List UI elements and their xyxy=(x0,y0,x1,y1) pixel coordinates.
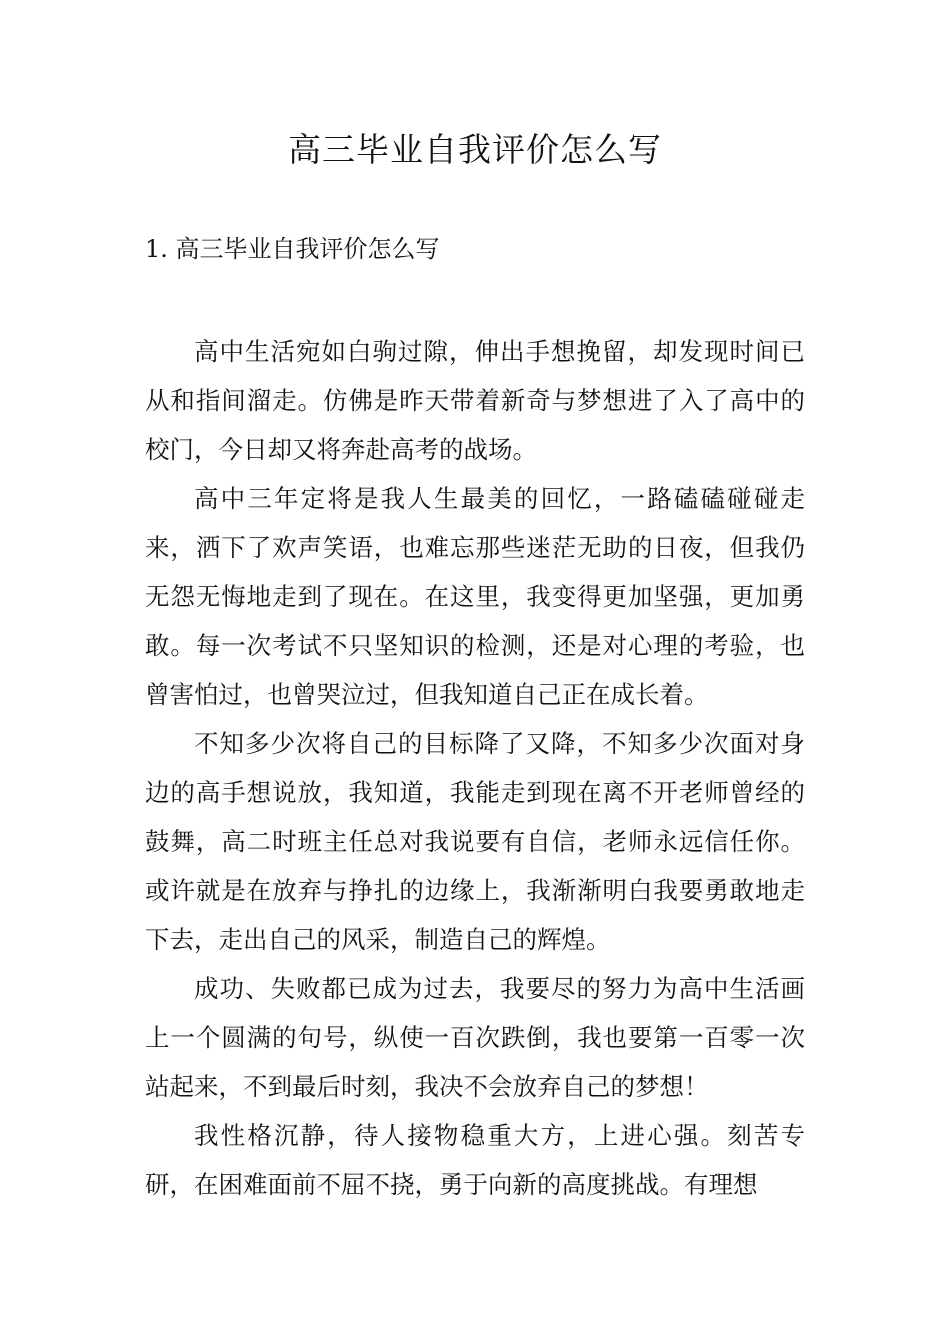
paragraph: 高中生活宛如白驹过隙，伸出手想挽留，却发现时间已从和指间溜走。仿佛是昨天带着新奇与梦想进了入了高中的校门，今日却又将奔赴高考的战场。 xyxy=(145,337,805,464)
paragraph: 我性格沉静，待人接物稳重大方，上进心强。刻苦专研，在困难面前不屈不挠，勇于向新的高度挑战。有理想 xyxy=(145,1121,805,1199)
section-heading: 1. 高三毕业自我评价怎么写 xyxy=(145,235,440,263)
document-title: 高三毕业自我评价怎么写 xyxy=(288,130,662,169)
paragraph: 成功、失败都已成为过去，我要尽的努力为高中生活画上一个圆满的句号，纵使一百次跌倒，我也要第一百零一次站起来，不到最后时刻，我决不会放弃自己的梦想！ xyxy=(145,974,805,1101)
paragraph: 不知多少次将自己的目标降了又降，不知多少次面对身边的高手想说放，我知道，我能走到现在离不开老师曾经的鼓舞，高二时班主任总对我说要有自信，老师永远信任你。或许就是在放弃与挣扎的边缘上，我渐渐明白我要勇敢地走下去，走出自己的风采，制造自己的辉煌。 xyxy=(145,729,805,954)
body-text xyxy=(145,327,805,1209)
paragraph: 高中三年定将是我人生最美的回忆，一路磕磕碰碰走来，洒下了欢声笑语，也难忘那些迷茫无助的日夜，但我仍无怨无悔地走到了现在。在这里，我变得更加坚强，更加勇敢。每一次考试不只坚知识的检测，还是对心理的考验，也曾害怕过，也曾哭泣过，但我知道自己正在成长着。 xyxy=(145,484,805,709)
